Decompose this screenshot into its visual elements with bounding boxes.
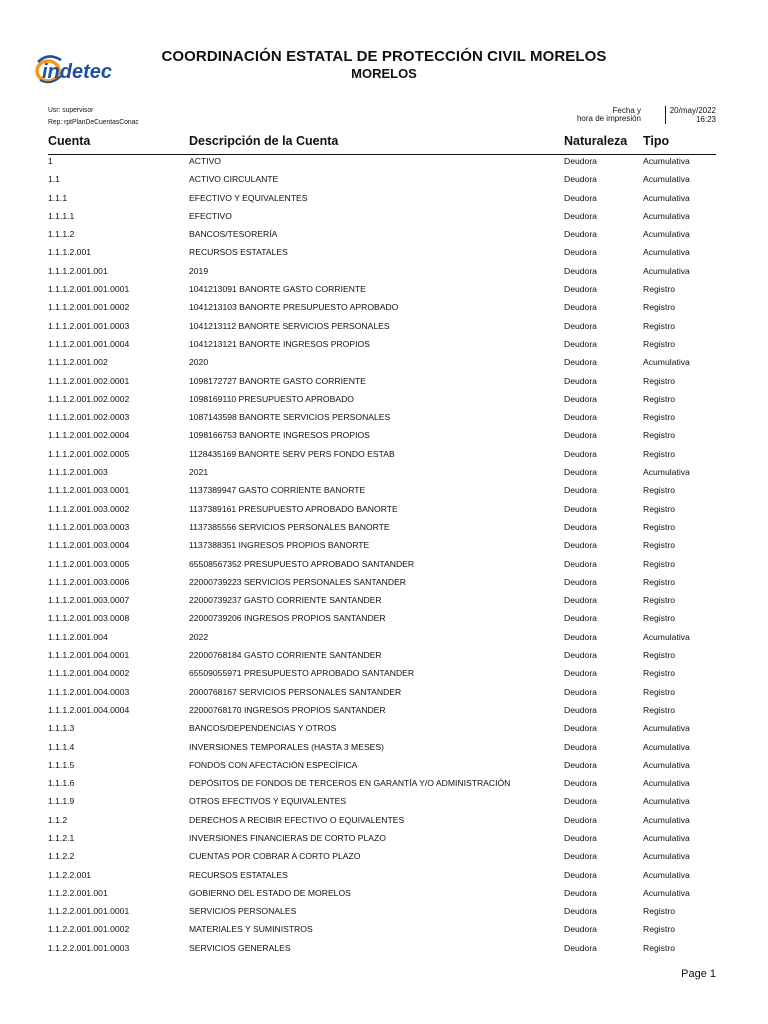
cell-tipo: Registro	[643, 302, 675, 313]
cell-naturaleza: Deudora	[564, 613, 597, 624]
cell-tipo: Acumulativa	[643, 192, 690, 203]
date-label-1: Fecha y	[612, 106, 641, 115]
cell-cuenta: 1.1	[48, 174, 60, 185]
table-row	[48, 741, 716, 759]
cell-cuenta: 1.1.1.2.001.002.0004	[48, 430, 130, 441]
cell-naturaleza: Deudora	[564, 412, 597, 423]
date-label-2: hora de impresión	[576, 114, 641, 123]
cell-cuenta: 1.1.2.2.001.001	[48, 887, 108, 898]
cell-cuenta: 1.1.1.2.001.001.0004	[48, 338, 130, 349]
cell-cuenta: 1.1.1.2.001.002	[48, 357, 108, 368]
table-row	[48, 301, 716, 319]
cell-cuenta: 1.1.1.2.001.001	[48, 265, 108, 276]
cell-cuenta: 1.1.1.2.001.003.0008	[48, 613, 130, 624]
cell-tipo: Acumulativa	[643, 467, 690, 478]
cell-descripcion: FONDOS CON AFECTACIÓN ESPECÍFICA	[189, 759, 358, 770]
cell-naturaleza: Deudora	[564, 704, 597, 715]
col-descripcion: Descripción de la Cuenta	[189, 134, 339, 148]
cell-tipo: Registro	[643, 430, 675, 441]
cell-cuenta: 1.1.1.2.001.004	[48, 631, 108, 642]
cell-tipo: Acumulativa	[643, 832, 690, 843]
cell-naturaleza: Deudora	[564, 174, 597, 185]
cell-descripcion: INVERSIONES FINANCIERAS DE CORTO PLAZO	[189, 832, 386, 843]
cell-naturaleza: Deudora	[564, 265, 597, 276]
logo-text: indetec	[42, 61, 113, 83]
table-row	[48, 832, 716, 850]
cell-descripcion: 1098169110 PRESUPUESTO APROBADO	[189, 393, 354, 404]
cell-tipo: Registro	[643, 338, 675, 349]
cell-naturaleza: Deudora	[564, 924, 597, 935]
table-row	[48, 484, 716, 502]
cell-cuenta: 1.1.2.2.001	[48, 869, 92, 880]
cell-naturaleza: Deudora	[564, 778, 597, 789]
cell-cuenta: 1.1.2.1	[48, 832, 75, 843]
cell-tipo: Acumulativa	[643, 851, 690, 862]
cell-naturaleza: Deudora	[564, 814, 597, 825]
cell-naturaleza: Deudora	[564, 686, 597, 697]
cell-descripcion: 1087143598 BANORTE SERVICIOS PERSONALES	[189, 412, 391, 423]
user-info: Usr: supervisor	[48, 105, 94, 114]
cell-descripcion: OTROS EFECTIVOS Y EQUIVALENTES	[189, 796, 347, 807]
table-row	[48, 466, 716, 484]
cell-descripcion: 1137389947 GASTO CORRIENTE BANORTE	[189, 485, 366, 496]
table-row	[48, 356, 716, 374]
table-row	[48, 283, 716, 301]
cell-tipo: Acumulativa	[643, 759, 690, 770]
cell-cuenta: 1.1.1.2.001.003.0005	[48, 558, 130, 569]
cell-naturaleza: Deudora	[564, 558, 597, 569]
cell-tipo: Registro	[643, 375, 675, 386]
cell-cuenta: 1.1.1.3	[48, 723, 75, 734]
cell-naturaleza: Deudora	[564, 192, 597, 203]
cell-naturaleza: Deudora	[564, 723, 597, 734]
table-row	[48, 320, 716, 338]
cell-descripcion: 1128435169 BANORTE SERV PERS FONDO ESTAB	[189, 448, 395, 459]
cell-naturaleza: Deudora	[564, 887, 597, 898]
table-row	[48, 265, 716, 283]
cell-tipo: Acumulativa	[643, 265, 690, 276]
cell-descripcion: 1041213121 BANORTE INGRESOS PROPIOS	[189, 338, 370, 349]
cell-cuenta: 1.1.1.2.001.004.0002	[48, 668, 130, 679]
cell-descripcion: MATERIALES Y SUMINISTROS	[189, 924, 313, 935]
cell-cuenta: 1.1.2.2.001.001.0001	[48, 906, 130, 917]
cell-tipo: Registro	[643, 558, 675, 569]
cell-tipo: Acumulativa	[643, 814, 690, 825]
cell-cuenta: 1.1.2.2.001.001.0003	[48, 942, 130, 953]
cell-naturaleza: Deudora	[564, 576, 597, 587]
cell-descripcion: 2020	[189, 357, 209, 368]
cell-cuenta: 1.1.1.2.001.001.0002	[48, 302, 130, 313]
table-row	[48, 558, 716, 576]
table-row	[48, 667, 716, 685]
cell-tipo: Registro	[643, 448, 675, 459]
table-row	[48, 192, 716, 210]
cell-descripcion: 2019	[189, 265, 209, 276]
cell-tipo: Registro	[643, 576, 675, 587]
cell-cuenta: 1.1.1.2.001.004.0004	[48, 704, 130, 715]
cell-descripcion: DERECHOS A RECIBIR EFECTIVO O EQUIVALENTES	[189, 814, 405, 825]
cell-descripcion: SERVICIOS PERSONALES	[189, 906, 297, 917]
cell-cuenta: 1.1.2.2.001.001.0002	[48, 924, 130, 935]
cell-tipo: Registro	[643, 686, 675, 697]
report-info: Rep: rptPlanDeCuentasConac	[48, 117, 139, 126]
cell-cuenta: 1.1.1.2.001.003	[48, 467, 108, 478]
cell-descripcion: RECURSOS ESTATALES	[189, 869, 288, 880]
cell-cuenta: 1.1.1.2.001	[48, 247, 92, 258]
cell-cuenta: 1.1.1.2.001.003.0003	[48, 521, 130, 532]
cell-naturaleza: Deudora	[564, 302, 597, 313]
cell-descripcion: INVERSIONES TEMPORALES (HASTA 3 MESES)	[189, 741, 384, 752]
table-row	[48, 759, 716, 777]
cell-tipo: Acumulativa	[643, 778, 690, 789]
cell-naturaleza: Deudora	[564, 467, 597, 478]
cell-tipo: Acumulativa	[643, 723, 690, 734]
print-date: 20/may/2022	[669, 106, 716, 115]
cell-naturaleza: Deudora	[564, 210, 597, 221]
cell-descripcion: 1137389161 PRESUPUESTO APROBADO BANORTE	[189, 503, 398, 514]
cell-tipo: Registro	[643, 942, 675, 953]
cell-descripcion: SERVICIOS GENERALES	[189, 942, 291, 953]
table-row	[48, 649, 716, 667]
cell-descripcion: ACTIVO	[189, 156, 221, 166]
cell-naturaleza: Deudora	[564, 485, 597, 496]
cell-naturaleza: Deudora	[564, 668, 597, 679]
cell-descripcion: 22000739223 SERVICIOS PERSONALES SANTANDER	[189, 576, 407, 587]
cell-naturaleza: Deudora	[564, 320, 597, 331]
cell-cuenta: 1.1.1.2.001.003.0002	[48, 503, 130, 514]
cell-naturaleza: Deudora	[564, 631, 597, 642]
cell-descripcion: 1098166753 BANORTE INGRESOS PROPIOS	[189, 430, 370, 441]
cell-cuenta: 1.1.2	[48, 814, 68, 825]
cell-descripcion: 65509055971 PRESUPUESTO APROBADO SANTANDER	[189, 668, 415, 679]
cell-cuenta: 1.1.2.2	[48, 851, 75, 862]
cell-naturaleza: Deudora	[564, 357, 597, 368]
cell-descripcion: 1137388351 INGRESOS PROPIOS BANORTE	[189, 540, 370, 551]
table-row	[48, 448, 716, 466]
cell-tipo: Registro	[643, 284, 675, 295]
table-row	[48, 173, 716, 191]
cell-cuenta: 1.1.1.2.001.003.0004	[48, 540, 130, 551]
cell-descripcion: 22000768170 INGRESOS PROPIOS SANTANDER	[189, 704, 386, 715]
cell-tipo: Registro	[643, 924, 675, 935]
cell-tipo: Acumulativa	[643, 174, 690, 185]
cell-naturaleza: Deudora	[564, 869, 597, 880]
cell-descripcion: 2022	[189, 631, 209, 642]
cell-tipo: Registro	[643, 503, 675, 514]
page-number: Page 1	[681, 968, 716, 980]
cell-naturaleza: Deudora	[564, 759, 597, 770]
cell-tipo: Registro	[643, 668, 675, 679]
table-row	[48, 155, 716, 173]
table-row	[48, 411, 716, 429]
cell-tipo: Acumulativa	[643, 156, 690, 166]
cell-descripcion: 22000739237 GASTO CORRIENTE SANTANDER	[189, 595, 382, 606]
table-row	[48, 612, 716, 630]
table-row	[48, 704, 716, 722]
col-tipo: Tipo	[643, 134, 670, 148]
cell-naturaleza: Deudora	[564, 796, 597, 807]
cell-tipo: Acumulativa	[643, 210, 690, 221]
cell-cuenta: 1.1.1.5	[48, 759, 75, 770]
cell-descripcion: 65508567352 PRESUPUESTO APROBADO SANTANDER	[189, 558, 415, 569]
cell-descripcion: EFECTIVO	[189, 210, 232, 221]
cell-naturaleza: Deudora	[564, 942, 597, 953]
cell-descripcion: GOBIERNO DEL ESTADO DE MORELOS	[189, 887, 351, 898]
cell-descripcion: DEPÓSITOS DE FONDOS DE TERCEROS EN GARANTÍA Y/O ADMINISTRACIÓN	[189, 778, 511, 789]
table-row	[48, 887, 716, 905]
table-row	[48, 795, 716, 813]
cell-tipo: Acumulativa	[643, 796, 690, 807]
cell-cuenta: 1.1.1.2.001.003.0001	[48, 485, 130, 496]
table-row	[48, 393, 716, 411]
table-row	[48, 869, 716, 887]
cell-descripcion: 1041213112 BANORTE SERVICIOS PERSONALES	[189, 320, 390, 331]
cell-cuenta: 1.1.1.2.001.001.0003	[48, 320, 130, 331]
cell-naturaleza: Deudora	[564, 595, 597, 606]
cell-cuenta: 1.1.1.1	[48, 210, 75, 221]
accounts-table	[48, 155, 716, 960]
cell-tipo: Acumulativa	[643, 247, 690, 258]
cell-tipo: Registro	[643, 595, 675, 606]
cell-tipo: Acumulativa	[643, 887, 690, 898]
table-row	[48, 594, 716, 612]
cell-tipo: Acumulativa	[643, 741, 690, 752]
table-row	[48, 814, 716, 832]
cell-tipo: Acumulativa	[643, 229, 690, 240]
table-row	[48, 375, 716, 393]
cell-tipo: Registro	[643, 650, 675, 661]
cell-naturaleza: Deudora	[564, 229, 597, 240]
table-header	[48, 132, 716, 155]
cell-naturaleza: Deudora	[564, 832, 597, 843]
cell-descripcion: 1098172727 BANORTE GASTO CORRIENTE	[189, 375, 366, 386]
cell-cuenta: 1.1.1.2.001.004.0001	[48, 650, 130, 661]
col-cuenta: Cuenta	[48, 134, 91, 148]
table-row	[48, 631, 716, 649]
table-row	[48, 576, 716, 594]
table-row	[48, 942, 716, 960]
cell-naturaleza: Deudora	[564, 393, 597, 404]
cell-tipo: Registro	[643, 485, 675, 496]
cell-cuenta: 1	[48, 156, 53, 166]
cell-naturaleza: Deudora	[564, 156, 597, 166]
cell-descripcion: EFECTIVO Y EQUIVALENTES	[189, 192, 308, 203]
cell-tipo: Registro	[643, 540, 675, 551]
cell-descripcion: RECURSOS ESTATALES	[189, 247, 288, 258]
cell-tipo: Registro	[643, 412, 675, 423]
cell-cuenta: 1.1.1.2.001.004.0003	[48, 686, 130, 697]
cell-cuenta: 1.1.1.2.001.003.0007	[48, 595, 130, 606]
table-row	[48, 539, 716, 557]
cell-naturaleza: Deudora	[564, 375, 597, 386]
cell-descripcion: 1041213103 BANORTE PRESUPUESTO APROBADO	[189, 302, 399, 313]
cell-tipo: Acumulativa	[643, 631, 690, 642]
cell-naturaleza: Deudora	[564, 284, 597, 295]
cell-cuenta: 1.1.1.2	[48, 229, 75, 240]
cell-naturaleza: Deudora	[564, 338, 597, 349]
cell-cuenta: 1.1.1.2.001.002.0005	[48, 448, 130, 459]
cell-tipo: Registro	[643, 521, 675, 532]
cell-cuenta: 1.1.1.6	[48, 778, 75, 789]
cell-cuenta: 1.1.1.9	[48, 796, 75, 807]
cell-descripcion: CUENTAS POR COBRAR A CORTO PLAZO	[189, 851, 361, 862]
cell-cuenta: 1.1.1.2.001.002.0001	[48, 375, 130, 386]
cell-cuenta: 1.1.1.2.001.002.0002	[48, 393, 130, 404]
cell-naturaleza: Deudora	[564, 741, 597, 752]
table-row	[48, 228, 716, 246]
cell-naturaleza: Deudora	[564, 521, 597, 532]
col-naturaleza: Naturaleza	[564, 134, 628, 148]
table-row	[48, 722, 716, 740]
table-row	[48, 338, 716, 356]
table-row	[48, 923, 716, 941]
cell-naturaleza: Deudora	[564, 906, 597, 917]
table-row	[48, 503, 716, 521]
cell-tipo: Registro	[643, 704, 675, 715]
report-title: COORDINACIÓN ESTATAL DE PROTECCIÓN CIVIL MORELOS	[161, 48, 607, 65]
table-row	[48, 246, 716, 264]
cell-cuenta: 1.1.1.2.001.003.0006	[48, 576, 130, 587]
table-row	[48, 521, 716, 539]
cell-cuenta: 1.1.1.2.001.001.0001	[48, 284, 130, 295]
cell-descripcion: 1041213091 BANORTE GASTO CORRIENTE	[189, 284, 366, 295]
cell-naturaleza: Deudora	[564, 430, 597, 441]
cell-naturaleza: Deudora	[564, 851, 597, 862]
table-row	[48, 850, 716, 868]
cell-tipo: Registro	[643, 613, 675, 624]
cell-descripcion: 22000768184 GASTO CORRIENTE SANTANDER	[189, 650, 382, 661]
cell-cuenta: 1.1.1	[48, 192, 68, 203]
table-row	[48, 777, 716, 795]
cell-naturaleza: Deudora	[564, 247, 597, 258]
cell-tipo: Acumulativa	[643, 869, 690, 880]
cell-naturaleza: Deudora	[564, 650, 597, 661]
cell-tipo: Acumulativa	[643, 357, 690, 368]
cell-descripcion: 1137385556 SERVICIOS PERSONALES BANORTE	[189, 521, 390, 532]
table-row	[48, 905, 716, 923]
cell-descripcion: ACTIVO CIRCULANTE	[189, 174, 279, 185]
cell-naturaleza: Deudora	[564, 503, 597, 514]
cell-cuenta: 1.1.1.2.001.002.0003	[48, 412, 130, 423]
cell-cuenta: 1.1.1.4	[48, 741, 75, 752]
report-subtitle: MORELOS	[351, 66, 417, 81]
table-row	[48, 686, 716, 704]
cell-tipo: Registro	[643, 906, 675, 917]
cell-descripcion: 2000768167 SERVICIOS PERSONALES SANTANDER	[189, 686, 402, 697]
table-row	[48, 210, 716, 228]
cell-naturaleza: Deudora	[564, 448, 597, 459]
cell-descripcion: BANCOS/TESORERÍA	[189, 229, 278, 240]
cell-tipo: Registro	[643, 393, 675, 404]
cell-descripcion: BANCOS/DEPENDENCIAS Y OTROS	[189, 723, 337, 734]
cell-descripcion: 22000739206 INGRESOS PROPIOS SANTANDER	[189, 613, 386, 624]
table-row	[48, 429, 716, 447]
cell-naturaleza: Deudora	[564, 540, 597, 551]
cell-descripcion: 2021	[189, 467, 209, 478]
print-time: 16:23	[695, 115, 716, 124]
cell-tipo: Registro	[643, 320, 675, 331]
